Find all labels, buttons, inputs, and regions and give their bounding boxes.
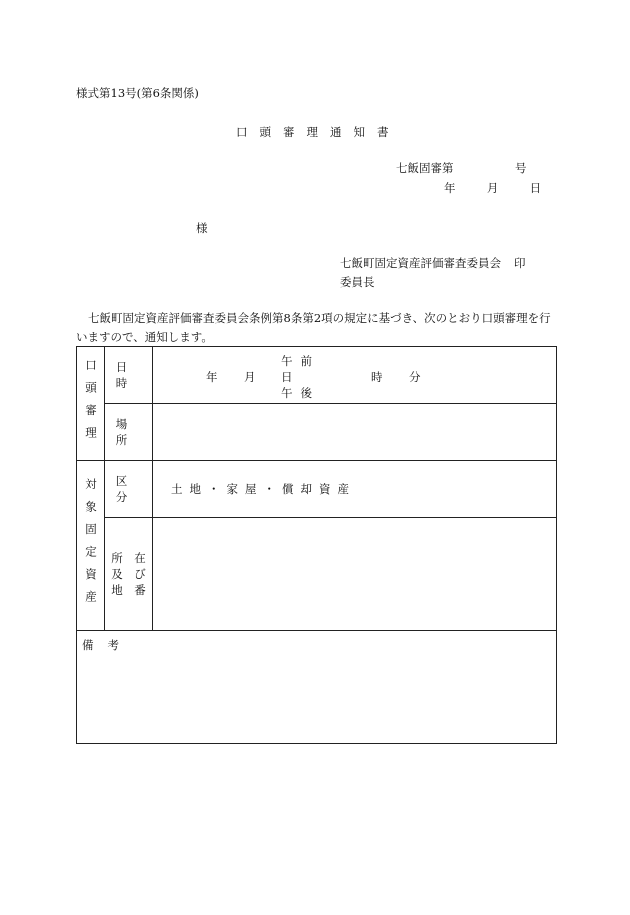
datetime-year: 年 [206,370,218,384]
form-id: 様式第13号(第6条関係) [76,86,199,100]
category-field[interactable] [153,461,557,518]
place-label: 場所 [105,404,153,461]
datetime-day: 日 [281,370,293,384]
date-month: 月 [486,181,499,195]
datetime-month: 月 [244,370,256,384]
category-label: 区分 [105,461,153,518]
remarks-label: 備考 [82,638,133,652]
issue-date [444,180,541,196]
body-text: 七飯町固定資産評価審査委員会条例第8条第2項の規定に基づき、次のとおり口頭審理を行いますので、通知します。 [76,311,551,344]
date-day: 日 [529,181,542,195]
pm-label: 午後 [281,386,320,400]
document-number-prefix: 七飯固審第 [396,161,454,175]
section-oral-hearing: 口頭審理 [77,347,105,461]
datetime-hour: 時 [371,370,383,384]
location-label: 所 在 及 び 地 番 [105,518,153,631]
location-field[interactable] [153,518,557,631]
hearing-details-table [76,346,557,744]
section-target-asset: 対象固定資産 [77,461,105,631]
am-label: 午前 [281,354,320,368]
issuer-role: 委員長 [340,275,375,289]
addressee-suffix: 様 [196,221,208,235]
datetime-label: 日時 [105,347,153,404]
datetime-field[interactable] [153,347,557,404]
seal-mark: 印 [514,256,526,270]
issuer-committee: 七飯町固定資産評価審査委員会 [340,256,501,270]
datetime-minute: 分 [409,370,421,384]
remarks-field[interactable] [77,631,557,744]
date-year: 年 [444,181,456,195]
document-number-suffix: 号 [515,161,527,175]
place-field[interactable] [153,404,557,461]
document-title: 口頭審理通知書 [236,125,401,139]
category-options: 土地・家屋・償却資産 [171,482,356,496]
